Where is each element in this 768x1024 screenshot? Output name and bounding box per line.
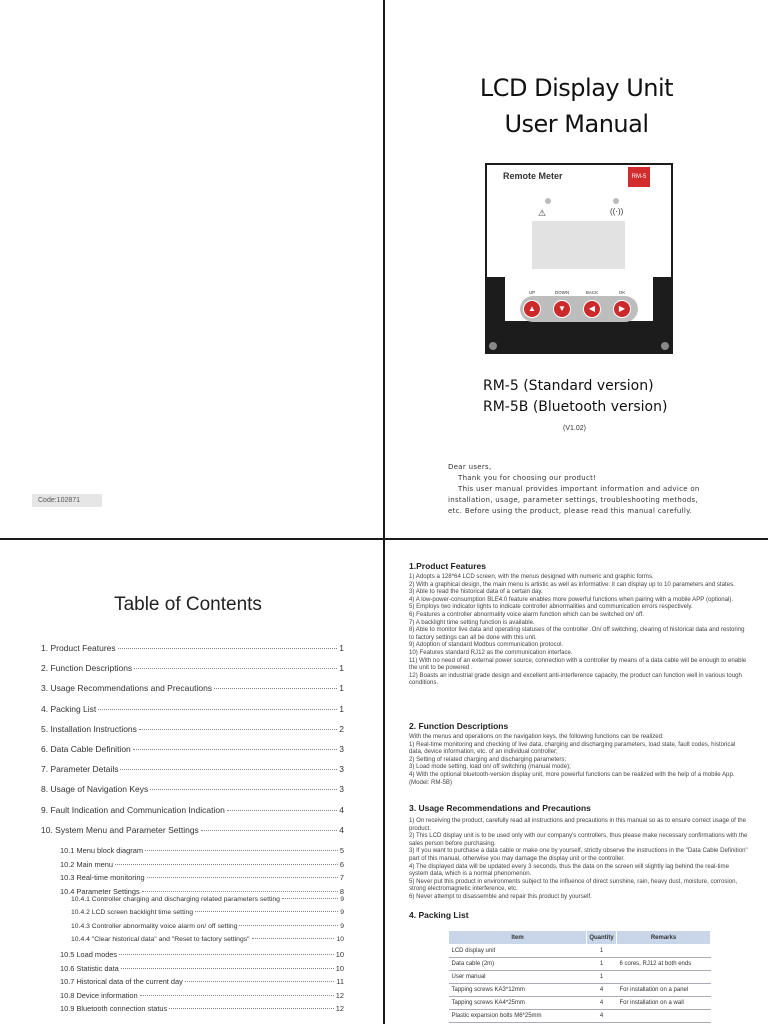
toc-entry-label: 5. Installation Instructions [41,723,137,734]
toc-leader-dots [120,769,337,770]
toc-entry[interactable] [60,964,344,973]
toc-leader-dots [134,668,337,669]
toc-entry-label: 10. System Menu and Parameter Settings [41,824,199,835]
toc-leader-dots [252,938,335,939]
body-line: 4) A low-power-consumption BLE4.0 feature enables more powerful functions when pairing with a mobile APP (optional). [409,595,734,603]
page-divider [0,538,768,540]
body-line: 6) Never attempt to disassemble and repair this product by yourself. [409,892,592,900]
toc-leader-dots [282,898,338,899]
toc-entry[interactable] [41,805,344,815]
table-cell: 1 [587,958,617,971]
body-line: 10) Features standard RJ12 as the communication interface. [409,648,573,656]
table-cell: Tapping screws KA4*25mm [449,997,587,1010]
toc-entry-label: 10.7 Historical data of the current day [60,977,183,986]
table-header: Quantity [587,931,617,945]
toc-entry-label: 9. Fault Indication and Communication Indication [41,804,225,815]
toc-entry[interactable] [41,683,344,693]
letter-line: installation, usage, parameter settings, troubleshooting methods, [448,496,698,504]
toc-page-number: 1 [339,643,344,653]
key-label: OK [618,290,626,295]
document-code: Code:102871 [32,494,102,507]
key-label: BACK [585,290,599,295]
toc-entry[interactable] [60,846,344,855]
toc-leader-dots [133,749,337,750]
device-illustration [485,163,673,354]
toc-entry[interactable] [71,936,344,943]
toc-title: Table of Contents [114,594,262,615]
table-row [449,1010,711,1023]
toc-page-number: 10 [335,950,344,959]
lcd-screen [532,221,625,269]
toc-entry-label: 10.3 Real-time monitoring [60,873,145,882]
toc-page-number: 3 [339,744,344,754]
toc-page-number: 4 [339,804,344,815]
table-cell: 1 [587,971,617,984]
toc-page-number: 9 [340,896,344,903]
toc-leader-dots [195,911,338,912]
table-cell: 4 [587,984,617,997]
section-title: 2. Function Descriptions [409,721,509,731]
toc-leader-dots [115,864,338,865]
body-line: 6) Features a controller abnormality voice alarm function which can be switched on/ off. [409,610,644,618]
toc-entry[interactable] [41,663,344,673]
toc-entry[interactable] [71,896,344,903]
toc-entry[interactable] [41,704,344,714]
toc-page [0,540,383,1024]
table-cell: 4 [587,997,617,1010]
toc-page-number: 3 [339,764,344,775]
toc-entry[interactable] [41,643,344,653]
toc-page-number: 1 [339,663,344,674]
letter-line: Thank you for choosing our product! [458,474,597,482]
body-line: 3) Able to read the historical data of a certain day. [409,588,543,596]
toc-entry[interactable] [60,887,344,896]
toc-entry[interactable] [60,873,344,882]
body-line: 9) Adoption of standard Modbus communication protocol. [409,641,564,649]
body-line: 8) Able to monitor live data and operating statuses of the controller .On/ off switching, clearing of historical data and restoring to factory settings can all be done with this unit. [409,626,745,641]
packing-list-table [448,930,711,1023]
toc-entry[interactable] [41,825,344,835]
section-body [409,817,749,901]
toc-entry-label: 10.4.4 "Clear historical data" and "Reset to factory settings" [71,935,250,943]
toc-page-number: 6 [339,859,344,869]
toc-entry-label: 10.4.1 Controller charging and discharging related parameters setting [71,896,280,903]
cover-title-line1: LCD Display Unit [479,74,674,102]
toc-page-number: 5 [339,846,344,855]
toc-page-number: 11 [336,977,344,986]
table-cell: For installation on a panel [617,984,711,997]
table-row [449,958,711,971]
toc-page-number: 2 [339,723,344,734]
toc-leader-dots [185,981,334,982]
toc-leader-dots [169,1008,334,1009]
toc-leader-dots [227,810,337,811]
toc-entry-label: 8. Usage of Navigation Keys [41,784,149,795]
body-line: 1) Real-time monitoring and checking of live data, charging and discharging parameters, load state, fault codes, historical data, device information, etc. of an individual controller; [409,740,736,756]
section-body [409,573,749,687]
toc-page-number: 1 [339,683,344,694]
toc-page-number: 10 [336,935,344,943]
toc-entry[interactable] [60,950,344,959]
screw [489,342,497,350]
toc-leader-dots [98,709,337,710]
intro-letter [448,462,748,517]
table-cell: Data cable (2m) [449,958,587,971]
screw [661,342,669,350]
toc-entry-label: 10.6 Statistic data [60,963,119,973]
toc-entry[interactable] [60,991,344,1000]
toc-entry-label: 10.4.2 LCD screen backlight time setting [71,909,194,917]
toc-page-number: 12 [335,990,344,1000]
toc-entry[interactable] [41,784,344,794]
toc-entry-label: 6. Data Cable Definition [41,744,131,754]
toc-entry[interactable] [41,764,344,774]
key-label: UP [528,290,536,295]
letter-line: This user manual provides important information and advice on [458,485,700,493]
toc-page-number: 3 [339,784,344,795]
signal-icon: ((·)) [610,207,624,216]
toc-leader-dots [239,925,338,926]
indicator-light [613,198,619,204]
toc-entry-label: 10.4 Parameter Settings [60,886,140,896]
device-model-badge: RM-5 [628,167,650,187]
table-row [449,971,711,984]
toc-leader-dots [121,968,334,969]
device-brand: Remote Meter [503,171,563,181]
body-line: 5) Employs two indicator lights to indicate controller abnormalities and communication errors respectively. [409,603,693,611]
version-code: (V1.02) [563,425,586,432]
body-line: With the menus and operations on the navigation keys, the following functions can be realized: [409,733,664,740]
toc-entry-label: 1. Product Features [41,643,116,653]
body-line: 4) With the optional bluetooth-version display unit, more powerful functions can be realized with the help of a mobile App. (Model: RM-5B) [409,770,735,786]
version-bluetooth: RM-5B (Bluetooth version) [483,399,668,415]
up-arrow-icon: ▲ [523,300,541,318]
toc-leader-dots [139,729,337,730]
body-line: 5) Never put this product in environments subject to the influence of direct sunshine, rain, heavy dust, moisture, corrosion, strong electromagnetic interference, etc. [409,877,738,893]
toc-entry-label: 3. Usage Recommendations and Precautions [41,683,213,694]
content-page [385,540,768,1024]
section-body [409,733,749,786]
table-cell: For installation on a wall [617,997,711,1010]
body-line: 2) Setting of related charging and discharging parameters; [409,755,567,763]
toc-entry[interactable] [71,923,344,930]
toc-leader-dots [119,954,334,955]
toc-entry-label: 2. Function Descriptions [41,663,133,674]
table-row [449,984,711,997]
table-header: Item [449,931,587,945]
body-line: 4) The displayed data will be updated every 3 seconds, thus the data on the screen will slightly lag behind the real-time system data, which is a normal phenomenon. [409,862,729,878]
toc-page-number: 10 [335,963,344,973]
toc-entry-label: 4. Packing List [41,703,97,714]
toc-entry[interactable] [60,1004,344,1013]
cover-page [385,0,768,538]
version-standard: RM-5 (Standard version) [483,378,654,394]
page-divider [383,0,385,1024]
toc-page-number: 7 [339,873,344,882]
toc-entry[interactable] [60,977,344,986]
letter-greeting: Dear users, [448,463,492,471]
table-cell: 4 [587,1010,617,1023]
toc-entry-label: 10.2 Main menu [60,859,113,869]
table-cell: 6 cores, RJ12 at both ends [617,958,711,971]
body-line: 2) With a graphical design, the main menu is artistic as well as informative: it can display up to 10 parameters and states. [409,580,735,588]
body-line: 3) Load mode setting, load on/ off switching (manual mode); [409,763,571,771]
toc-leader-dots [214,688,337,689]
toc-leader-dots [147,877,338,878]
body-line: 1) Adopts a 128*64 LCD screen, with the menus designed with numeric and graphic forms. [409,573,654,580]
table-row [449,997,711,1010]
toc-entry-label: 10.5 Load modes [60,950,118,959]
warning-triangle-icon: ⚠ [538,208,547,218]
section-title: 1.Product Features [409,561,486,571]
body-line: 3) If you want to purchase a data cable or make one by yourself, strictly observe the instructions in the "Data Cable Definition" part of this manual, otherwise you may damage the display unit or the controller. [409,847,748,862]
table-cell [617,945,711,958]
cover-title-line2: User Manual [504,110,649,138]
body-line: 1) On receiving the product, carefully read all instructions and precautions in this manual so as to ensure correct usage of the product. [409,817,747,832]
toc-leader-dots [118,648,338,649]
toc-entry-label: 10.1 Menu block diagram [60,846,143,855]
toc-entry[interactable] [60,860,344,869]
table-cell: Tapping screws KA3*12mm [449,984,587,997]
body-line: 2) This LCD display unit is to be used only with our company's controllers, thus please make necessary confirmations with the sales person before purchasing. [409,832,748,847]
table-header: Remarks [617,931,711,945]
table-cell [617,1010,711,1023]
toc-entry-label: 10.4.3 Controller abnormality voice alarm on/ off setting [71,922,238,930]
toc-entry[interactable] [71,909,344,916]
body-line: 11) With no need of an external power source, connection with a controller by means of a data cable will be enough to enable the unit to be powered . [409,656,747,672]
down-arrow-icon: ▼ [553,300,571,318]
section-title: 4. Packing List [409,910,469,920]
indicator-light [545,198,551,204]
left-arrow-icon: ◀ [583,300,601,318]
body-line: 7) A backlight time setting function is available. [409,618,535,626]
toc-leader-dots [142,891,338,892]
toc-page-number: 9 [340,922,344,930]
table-row [449,945,711,958]
body-line: 12) Boasts an industrial grade design and excellent anti-interference capacity, the product can function well in various tough conditions. [409,671,742,687]
toc-entry-label: 10.9 Bluetooth connection status [60,1004,168,1013]
table-cell: LCD display unit [449,945,587,958]
toc-entry-label: 10.8 Device information [60,990,138,1000]
toc-entry[interactable] [41,724,344,734]
right-arrow-icon: ▶ [613,300,631,318]
toc-entry-label: 7. Parameter Details [41,764,119,775]
toc-page-number: 12 [335,1004,344,1013]
section-title: 3. Usage Recommendations and Precautions [409,803,591,813]
table-cell: User manual [449,971,587,984]
table-cell: 1 [587,945,617,958]
toc-entry[interactable] [41,744,344,754]
toc-leader-dots [150,789,337,790]
toc-leader-dots [145,850,338,851]
table-cell [617,971,711,984]
toc-page-number: 1 [339,703,344,714]
table-cell: Plastic expansion bolts M6*25mm [449,1010,587,1023]
toc-leader-dots [201,830,337,831]
toc-page-number: 4 [339,824,344,835]
toc-leader-dots [140,995,334,996]
toc-page-number: 9 [340,909,344,917]
toc-page-number: 8 [339,886,344,896]
blank-page [0,0,383,538]
letter-line: etc. Before using the product, please read this manual carefully. [448,507,693,515]
key-label: DOWN [554,290,570,295]
